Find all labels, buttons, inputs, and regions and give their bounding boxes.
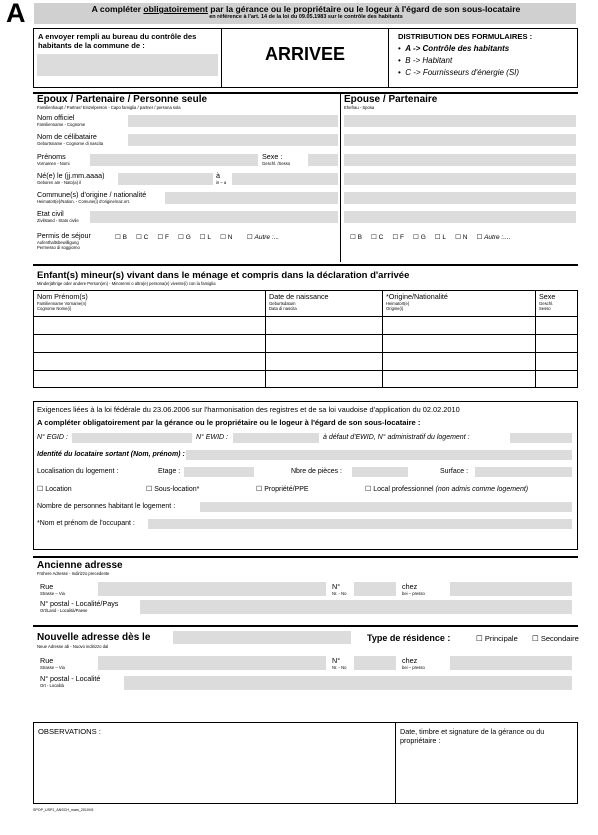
nom-officiel-right-field[interactable] [344, 115, 576, 127]
new-rue-field[interactable] [98, 656, 326, 670]
ewid-label: N° EWID : [196, 434, 228, 441]
new-npa-label: N° postal - Localité [40, 674, 101, 683]
ewid-default-label: à défaut d'EWID, N° administratif du logement : [323, 434, 470, 441]
send-to-label: A envoyer rempli au bureau du contrôle des habitants de la commune de : [38, 32, 197, 50]
ne-le-label: Né(e) le (jj.mm.aaaa) [37, 171, 105, 180]
nom-celibataire-right-field[interactable] [344, 134, 576, 146]
col-header-date: Date de naissance Geburtsdatum Data di nascita [269, 292, 329, 311]
person-right-sub: Ehefrau - Sposa [344, 105, 375, 110]
new-address-date-field[interactable] [173, 631, 351, 644]
surface-field[interactable] [475, 467, 572, 477]
permit-c-right-checkbox[interactable]: ☐ [371, 234, 377, 241]
old-no-field[interactable] [354, 582, 396, 596]
new-chez-label: chez [402, 656, 418, 665]
secondaire-option: ☐ Secondaire [532, 634, 579, 643]
old-rue-label: Rue [40, 582, 54, 591]
commune-origine-label: Commune(s) d'origine / nationalité [37, 190, 147, 199]
nb-personnes-label: Nombre de personnes habitant le logement : [37, 503, 176, 510]
sexe-field[interactable] [308, 154, 338, 166]
observations-label: OBSERVATIONS : [38, 727, 101, 736]
old-npa-label: N° postal - Localité/Pays [40, 599, 119, 608]
nom-officiel-label: Nom officiel [37, 113, 75, 122]
housing-complete: A compléter obligatoirement par la gérance ou le propriétaire ou le logeur à l'égard de son sous-locataire : [37, 418, 421, 427]
sexe-label: Sexe : [262, 152, 283, 161]
person-left-sub: Familienhaupt / Partner/ Einzelperson - Capo famiglia / partner / persona sola [37, 105, 181, 110]
secondaire-checkbox[interactable]: ☐ [532, 634, 539, 643]
commune-origine-right-field[interactable] [344, 192, 576, 204]
permit-c-checkbox[interactable]: ☐ [136, 234, 142, 241]
new-address-title: Nouvelle adresse dès le [37, 632, 151, 643]
signature-label: Date, timbre et signature de la gérance ou du propriétaire : [400, 727, 545, 745]
permit-options-right: ☐ B ☐ C ☐ F ☐ G ☐ L ☐ N ☐ Autre :.... [350, 234, 511, 241]
admin-number-field[interactable] [510, 433, 572, 443]
new-rue-label: Rue [40, 656, 54, 665]
propriete-checkbox[interactable]: ☐ [256, 486, 263, 493]
form-letter: A [6, 0, 26, 28]
permis-label: Permis de séjour [37, 231, 91, 240]
egid-label: N° EGID : [37, 434, 68, 441]
permit-b-checkbox[interactable]: ☐ [115, 234, 121, 241]
commune-origine-field[interactable] [165, 192, 338, 204]
type-residence-label: Type de résidence : [367, 633, 451, 643]
permit-autre-checkbox[interactable]: ☐ [246, 234, 253, 241]
new-no-field[interactable] [354, 656, 396, 670]
old-address-title: Ancienne adresse [37, 560, 123, 571]
localisation-label: Localisation du logement : [37, 468, 119, 475]
location-checkbox[interactable]: ☐ [37, 486, 44, 493]
etat-civil-label: Etat civil [37, 209, 64, 218]
sous-location-option: ☐ Sous-location* [146, 486, 200, 493]
distribution-item-b: • B -> Habitant [398, 56, 453, 65]
new-npa-field[interactable] [124, 676, 572, 690]
nom-celibataire-field[interactable] [128, 134, 338, 146]
header-line1: A compléter obligatoirement par la gérance ou le propriétaire ou le logeur à l'égard de son sous-locataire [91, 4, 521, 14]
prenoms-label: Prénoms [37, 152, 66, 161]
children-title: Enfant(s) mineur(s) vivant dans le ménage et compris dans la déclaration d'arrivée [37, 270, 410, 281]
principale-checkbox[interactable]: ☐ [476, 634, 483, 643]
lieu-label: à [216, 171, 220, 180]
prenoms-right-field[interactable] [344, 154, 576, 166]
etat-civil-field[interactable] [90, 211, 338, 223]
permit-f-checkbox[interactable]: ☐ [157, 234, 164, 241]
person-right-title: Epouse / Partenaire [344, 94, 438, 105]
header-line2: en référence à l'art. 14 de la loi du 09.05.1983 sur le contrôle des habitants [209, 14, 403, 20]
housing-type-options: ☐ Location [37, 486, 72, 493]
permit-g-checkbox[interactable]: ☐ [178, 234, 184, 241]
commune-field[interactable] [37, 54, 218, 76]
lieu-field[interactable] [232, 173, 338, 185]
permit-n-right-checkbox[interactable]: ☐ [455, 234, 461, 241]
identite-label: Identité du locataire sortant (Nom, prénom) : [37, 451, 185, 458]
egid-field[interactable] [72, 433, 192, 443]
form-title: ARRIVEE [264, 44, 345, 64]
occupant-label: *Nom et prénom de l'occupant : [37, 520, 135, 527]
col-header-origine: *Origine/Nationalité Heimatort(e) Origine(i) [386, 292, 448, 311]
old-rue-field[interactable] [98, 582, 326, 596]
principale-option: ☐ Principale [476, 634, 518, 643]
form-code: SPOP_USP1_ANSCH_mars_2010V6 [33, 808, 94, 812]
ne-le-field[interactable] [118, 173, 213, 185]
old-no-label: N° [332, 582, 341, 591]
permit-l-right-checkbox[interactable]: ☐ [434, 234, 441, 241]
etage-label: Etage : [158, 468, 181, 475]
old-chez-field[interactable] [450, 582, 572, 596]
permit-b-right-checkbox[interactable]: ☐ [350, 234, 356, 241]
distribution-title: DISTRIBUTION DES FORMULAIRES : [398, 32, 533, 41]
permit-g-right-checkbox[interactable]: ☐ [413, 234, 419, 241]
nbre-pieces-label: Nbre de pièces : [291, 468, 342, 475]
nb-personnes-field[interactable] [200, 502, 572, 512]
surface-label: Surface : [440, 468, 469, 475]
distribution-list [398, 43, 519, 79]
permit-l-checkbox[interactable]: ☐ [199, 234, 206, 241]
etage-field[interactable] [184, 467, 254, 477]
nom-celibataire-label: Nom de célibataire [37, 132, 97, 141]
etat-civil-right-field[interactable] [344, 211, 576, 223]
prenoms-field[interactable] [90, 154, 258, 166]
person-left-title: Epoux / Partenaire / Personne seule [37, 94, 208, 105]
identite-field[interactable] [186, 450, 572, 460]
permit-options-left: ☐ B ☐ C ☐ F ☐ G ☐ L ☐ N ☐ Autre :... [115, 234, 280, 241]
local-pro-checkbox[interactable]: ☐ [365, 486, 372, 493]
col-header-sexe: Sexe Geschl. Sesso [539, 292, 556, 311]
sous-location-checkbox[interactable]: ☐ [146, 486, 153, 493]
nom-officiel-field[interactable] [128, 115, 338, 127]
new-no-label: N° [332, 656, 341, 665]
occupant-field[interactable] [148, 519, 572, 529]
nbre-pieces-field[interactable] [352, 467, 408, 477]
ne-le-right-field[interactable] [344, 173, 576, 185]
old-npa-field[interactable] [140, 600, 572, 614]
old-chez-label: chez [402, 582, 418, 591]
col-header-nom: Nom Prénom(s) Familienname Vorname(n) Cognome Nome(i) [37, 292, 88, 311]
distribution-item-a: • A -> Contrôle des habitants [398, 44, 510, 53]
permit-autre-right-checkbox[interactable]: ☐ [476, 234, 483, 241]
new-chez-field[interactable] [450, 656, 572, 670]
permit-f-right-checkbox[interactable]: ☐ [392, 234, 399, 241]
permit-n-checkbox[interactable]: ☐ [220, 234, 226, 241]
children-sub: Minderjährige oder andere Person(en) - Minorenni o altra(e) persona(e) vivente(i) con la famiglia [37, 281, 216, 286]
housing-law: Exigences liées à la loi fédérale du 23.06.2006 sur l'harmonisation des registres et de sa loi vaudoise d'application du 02.02.2010 [37, 405, 460, 414]
local-pro-option: ☐ Local professionnel (non admis comme logement) [365, 486, 529, 493]
distribution-item-c: • C -> Fournisseurs d'énergie (SI) [398, 68, 520, 77]
propriete-option: ☐ Propriété/PPE [256, 486, 309, 493]
ewid-field[interactable] [233, 433, 319, 443]
